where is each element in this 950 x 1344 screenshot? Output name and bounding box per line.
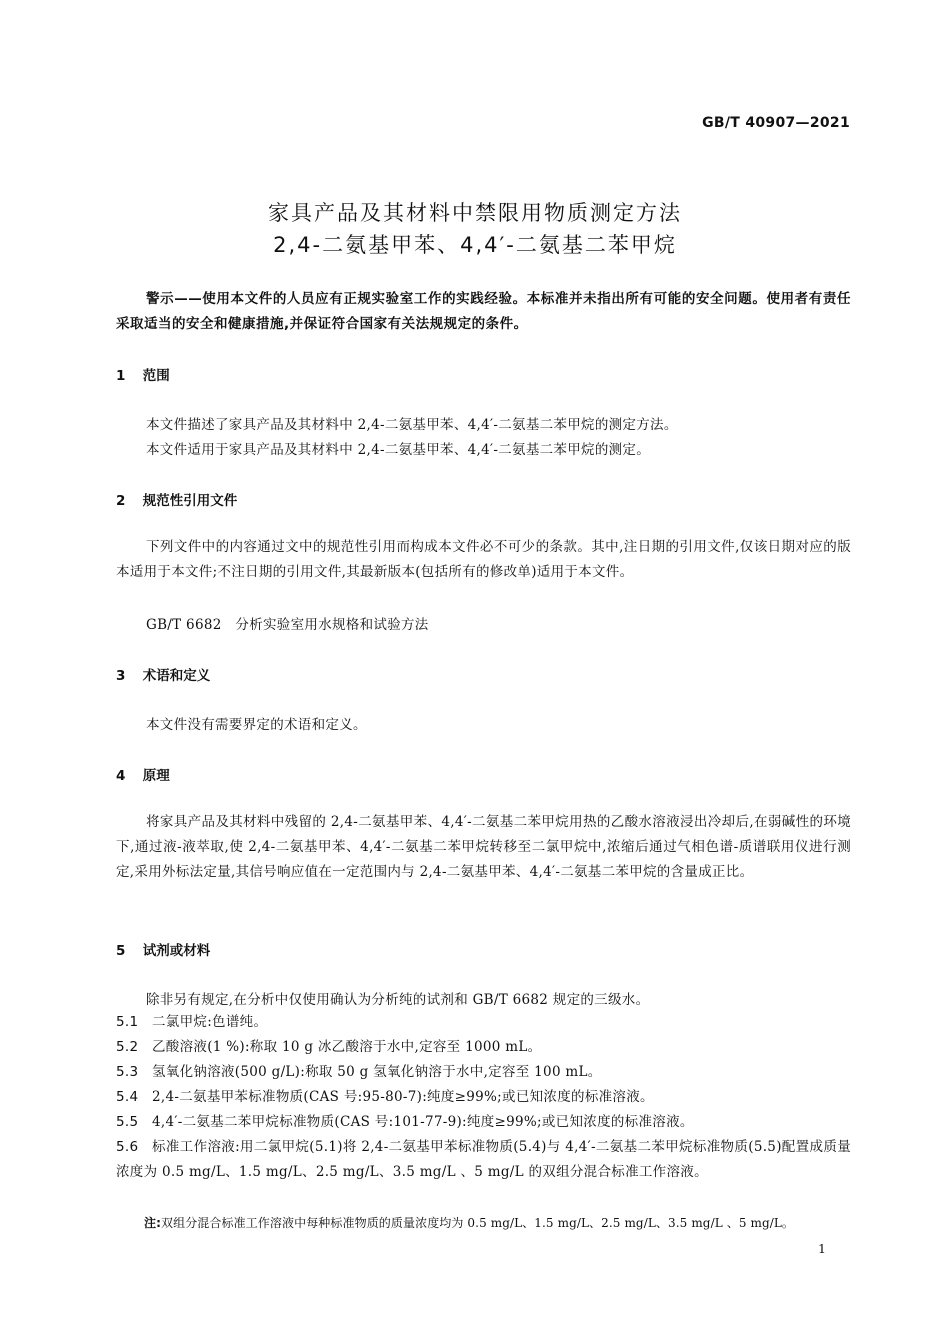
section-3-heading [116, 664, 210, 684]
section-title: 原理 [142, 768, 170, 784]
section-title: 试剂或材料 [142, 943, 211, 959]
item-number: 5.2 [116, 1039, 139, 1055]
section-number: 2 [116, 493, 126, 509]
section-5-paragraph: 除非另有规定,在分析中仅使用确认为分析纯的试剂和 GB/T 6682 规定的三级水。 [146, 992, 650, 1008]
section-number: 1 [116, 368, 126, 384]
warning-paragraph: 警示——使用本文件的人员应有正规实验室工作的实践经验。本标准并未指出所有可能的安全问题。使用者有责任采取适当的安全和健康措施,并保证符合国家有关法规规定的条件。 [116, 291, 851, 332]
section-4-paragraph: 将家具产品及其材料中残留的 2,4-二氨基甲苯、4,4′-二氨基二苯甲烷用热的乙酸水溶液浸出冷却后,在弱碱性的环境下,通过液-液萃取,使 2,4-二氨基甲苯、4,4′-二氨基二苯甲烷转移至二氯甲烷中,浓缩后通过气相色谱-质谱联用仪进行测定,采用外标法定量,其信号响应值在一定范围内与 2,4-二氨基甲苯、4,4′-二氨基二苯甲烷的含量成正比。 [116, 814, 851, 880]
item-number: 5.3 [116, 1064, 139, 1080]
item-text: 4,4′-二氨基二苯甲烷标准物质(CAS 号:101-77-9):纯度≥99%;或已知浓度的标准溶液。 [152, 1114, 694, 1130]
reagent-item-5-6 [116, 1135, 851, 1185]
section-2-paragraph: 下列文件中的内容通过文中的规范性引用而构成本文件必不可少的条款。其中,注日期的引用文件,仅该日期对应的版本适用于本文件;不注日期的引用文件,其最新版本(包括所有的修改单)适用于本文件。 [116, 539, 851, 580]
item-text: 标准工作溶液:用二氯甲烷(5.1)将 2,4-二氨基甲苯标准物质(5.4)与 4,4′-二氨基二苯甲烷标准物质(5.5)配置成质量浓度为 0.5 mg/L、1.5 mg/L、2.5 mg/L、3.5 mg/L 、5 mg/L 的双组分混合标准工作溶液。 [116, 1139, 851, 1180]
section-2-heading [116, 489, 237, 509]
section-1-paragraph-2: 本文件适用于家具产品及其材料中 2,4-二氨基甲苯、4,4′-二氨基二苯甲烷的测定。 [146, 442, 651, 458]
section-5-heading [116, 939, 210, 959]
section-number: 3 [116, 668, 126, 684]
reagent-item-5-4 [116, 1085, 851, 1110]
section-title: 范围 [142, 368, 170, 384]
item-number: 5.6 [116, 1139, 139, 1155]
item-number: 5.5 [116, 1114, 139, 1130]
section-title: 规范性引用文件 [142, 493, 238, 509]
document-title-line1: 家具产品及其材料中禁限用物质测定方法 [268, 201, 682, 225]
standard-number: GB/T 40907—2021 [702, 115, 850, 131]
section-1-paragraph-1: 本文件描述了家具产品及其材料中 2,4-二氨基甲苯、4,4′-二氨基二苯甲烷的测定方法。 [146, 417, 678, 433]
item-text: 2,4-二氨基甲苯标准物质(CAS 号:95-80-7):纯度≥99%;或已知浓度的标准溶液。 [152, 1089, 654, 1105]
section-number: 5 [116, 943, 126, 959]
page-number: 1 [818, 1241, 826, 1256]
note-label: 注: [144, 1216, 161, 1230]
section-title: 术语和定义 [142, 668, 211, 684]
item-text: 乙酸溶液(1 %):称取 10 g 冰乙酸溶于水中,定容至 1000 mL。 [152, 1039, 542, 1055]
item-text: 二氯甲烷:色谱纯。 [152, 1014, 268, 1030]
reagent-item-5-3 [116, 1060, 851, 1085]
item-number: 5.4 [116, 1089, 139, 1105]
reagent-item-5-1 [116, 1010, 851, 1035]
section-number: 4 [116, 768, 126, 784]
item-text: 氢氧化钠溶液(500 g/L):称取 50 g 氢氧化钠溶于水中,定容至 100 mL。 [152, 1064, 602, 1080]
normative-reference: GB/T 6682 分析实验室用水规格和试验方法 [146, 617, 429, 633]
item-number: 5.1 [116, 1014, 139, 1030]
note-text: 双组分混合标准工作溶液中每种标准物质的质量浓度均为 0.5 mg/L、1.5 mg/L、2.5 mg/L、3.5 mg/L 、5 mg/L。 [161, 1216, 795, 1230]
note [144, 1214, 794, 1231]
section-4-heading [116, 764, 170, 784]
section-1-heading [116, 364, 170, 384]
document-title-line2: 2,4-二氨基甲苯、4,4′-二氨基二苯甲烷 [273, 233, 677, 257]
reagent-item-5-2 [116, 1035, 851, 1060]
reagent-item-5-5 [116, 1110, 851, 1135]
section-3-paragraph: 本文件没有需要界定的术语和定义。 [146, 717, 367, 733]
